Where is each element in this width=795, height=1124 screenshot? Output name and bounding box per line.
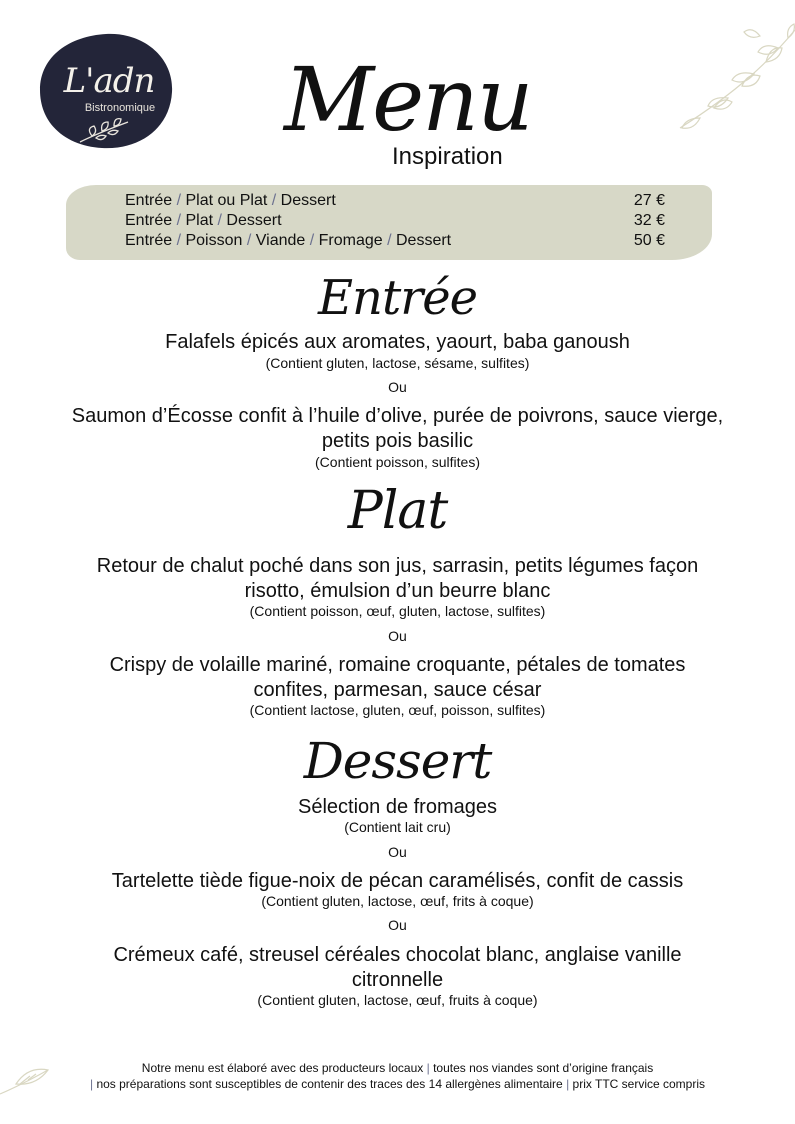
formula-price: 50 € xyxy=(633,232,665,249)
menu-title: Menu xyxy=(284,48,532,151)
dish-name: Crémeux café, streusel céréales chocolat blanc, anglaise vanille xyxy=(113,944,682,966)
formula-row xyxy=(125,211,665,231)
formula-row xyxy=(125,231,665,251)
footer-line: | nos préparations sont susceptibles de contenir des traces des 14 allergènes alimentaire | prix TTC service compris xyxy=(90,1077,705,1091)
dish-allergens: (Contient gluten, lactose, œuf, frits à coque) xyxy=(261,893,534,909)
dish-name-continued: confites, parmesan, sauce césar xyxy=(253,679,542,701)
footer-line: Notre menu est élaboré avec des producteurs locaux | toutes nos viandes sont d’origine français xyxy=(141,1061,654,1075)
dish-allergens: (Contient lactose, gluten, œuf, poisson, sulfites) xyxy=(249,702,546,718)
section-title-plat: Plat xyxy=(347,481,448,541)
or-separator: Ou xyxy=(388,628,407,644)
formula-label: Entrée / Plat ou Plat / Dessert xyxy=(125,192,336,209)
or-separator: Ou xyxy=(388,844,407,860)
footer-text: nos préparations sont susceptibles de contenir des traces des 14 allergènes alimentaire xyxy=(96,1077,563,1091)
menu-subtitle: Inspiration xyxy=(392,143,503,170)
dish-name: Tartelette tiède figue-noix de pécan caramélisés, confit de cassis xyxy=(111,870,684,892)
dish-name: Saumon d’Écosse confit à l’huile d’olive, purée de poivrons, sauce vierge, xyxy=(71,405,724,427)
dish-allergens: (Contient poisson, œuf, gluten, lactose, sulfites) xyxy=(249,603,546,619)
dish-name: Crispy de volaille mariné, romaine croquante, pétales de tomates xyxy=(109,654,686,676)
formula-row xyxy=(125,191,665,211)
section-title-entree: Entrée xyxy=(318,270,477,326)
or-separator: Ou xyxy=(388,917,407,933)
dish-allergens: (Contient poisson, sulfites) xyxy=(315,454,480,470)
dish-name: Retour de chalut poché dans son jus, sarrasin, petits légumes façon xyxy=(96,555,699,577)
formula-price: 27 € xyxy=(633,192,665,209)
dish-name-continued: petits pois basilic xyxy=(321,430,474,452)
logo-subtitle: Bistronomique xyxy=(84,102,156,114)
section-title-dessert: Dessert xyxy=(303,732,492,790)
logo-script-text: L'adn xyxy=(63,61,155,101)
formula-label: Entrée / Poisson / Viande / Fromage / Dessert xyxy=(125,232,452,249)
dish-name-continued: risotto, émulsion d’un beurre blanc xyxy=(244,580,551,602)
footer-text: Notre menu est élaboré avec des producteurs locaux xyxy=(141,1061,424,1075)
olive-branch-icon xyxy=(670,20,795,140)
dish-name: Falafels épicés aux aromates, yaourt, baba ganoush xyxy=(165,331,630,353)
dish-name: Sélection de fromages xyxy=(297,796,497,818)
dish-allergens: (Contient gluten, lactose, œuf, fruits à coque) xyxy=(257,992,538,1008)
restaurant-logo xyxy=(36,30,176,152)
footer-text: toutes nos viandes sont d’origine français xyxy=(433,1061,654,1075)
dish-allergens: (Contient lait cru) xyxy=(344,819,451,835)
formula-label: Entrée / Plat / Dessert xyxy=(125,212,282,229)
dish-allergens: (Contient gluten, lactose, sésame, sulfites) xyxy=(265,355,530,371)
or-separator: Ou xyxy=(388,379,407,395)
footer-text: prix TTC service compris xyxy=(572,1077,705,1091)
dish-name-continued: citronnelle xyxy=(351,969,444,991)
formula-price: 32 € xyxy=(633,212,665,229)
